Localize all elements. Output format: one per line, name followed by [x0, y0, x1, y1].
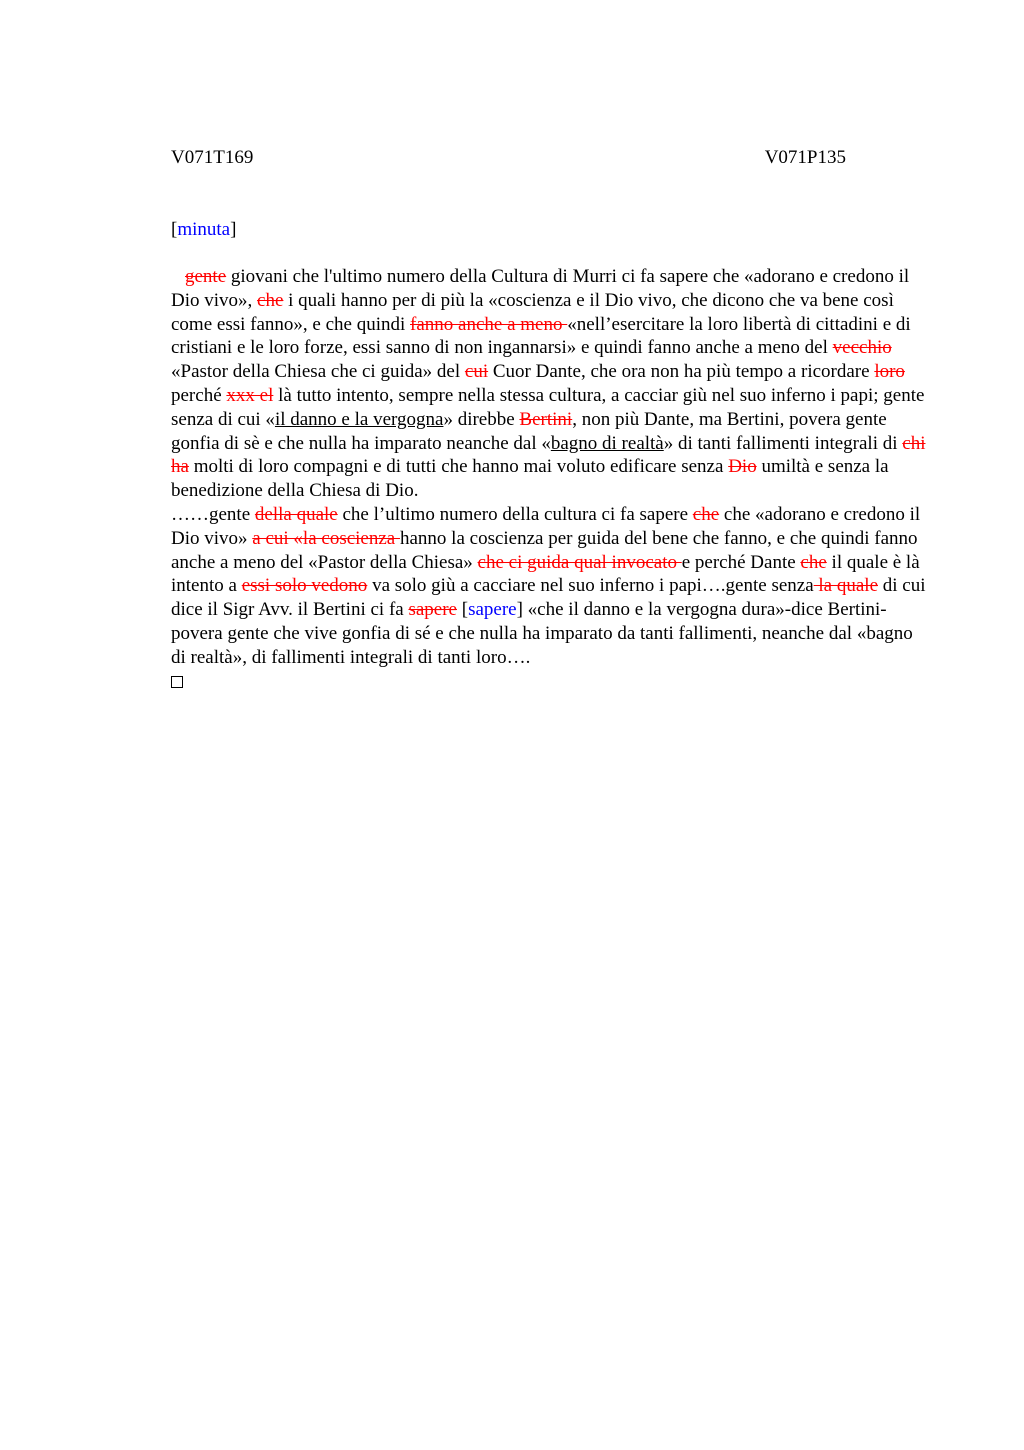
deleted-text: gente	[185, 266, 227, 287]
deleted-text: Bertini	[519, 408, 573, 430]
text-run: va solo giù a cacciare nel suo inferno i papi….gente senza	[367, 575, 814, 597]
paragraph-1	[171, 265, 931, 503]
end-marker-line	[171, 670, 931, 695]
deleted-text: che	[800, 551, 827, 573]
deleted-text: vecchio	[832, 337, 892, 359]
deleted-text: a cui «la coscienza	[252, 527, 400, 549]
deleted-text: che	[692, 503, 720, 525]
deleted-text: fanno anche a meno	[410, 313, 568, 335]
deleted-text: xxx el	[226, 384, 274, 406]
text-run: «nell’esercitare la loro libertà di cittadini e di cristiani e le loro forze, essi sanno di non ingannarsi» e quindi fanno anche a meno del	[171, 313, 911, 359]
text-run: i quali hanno per di più la «coscienza e il Dio vivo, che dicono che va bene così come essi fanno», e che quindi	[171, 289, 894, 335]
text-run: giovani che l'ultimo numero della Cultura di Murri ci fa sapere che «adorano e credono il Dio vivo»,	[171, 266, 910, 311]
left-document-code: V071T169	[171, 147, 254, 168]
text-run: Cuor Dante, che ora non ha più tempo a ricordare	[488, 361, 875, 383]
text-run: hanno la coscienza per guida del bene che fanno, e che quindi fanno anche a meno del «Pastor della Chiesa»	[171, 527, 918, 573]
document-body	[171, 265, 931, 694]
label-bracket-close: ]	[230, 219, 237, 240]
text-run: perché	[171, 384, 227, 406]
text-run: e perché Dante	[681, 551, 801, 573]
text-run: che l’ultimo numero della cultura ci fa sapere	[337, 503, 693, 525]
text-run: [	[457, 599, 469, 621]
deleted-text: essi solo vedono	[241, 575, 368, 597]
text-run: «Pastor della Chiesa che ci guida» del	[171, 361, 465, 383]
text-run: , non più Dante, ma Bertini, povera gente gonfia di sè e che nulla ha imparato neanche dal «	[171, 408, 887, 454]
text-run: ] «che il danno e la vergogna dura»-dice Bertini- povera gente che vive gonfia di sé e che nulla ha imparato da tanti fallimenti, neanche dal «bagno di realtà», di fallimenti integrali di tanti loro….	[171, 599, 913, 668]
deleted-text: che	[257, 289, 284, 311]
deleted-text: la quale	[813, 575, 878, 597]
text-run: il quale è là intento a	[171, 551, 920, 597]
deleted-text: che ci guida qual invocato	[477, 551, 682, 573]
text-run: » direbbe	[443, 408, 520, 430]
deleted-text: Dio	[728, 456, 757, 478]
document-header	[171, 146, 846, 170]
text-run: di cui dice il Sigr Avv. il Bertini ci fa	[171, 575, 926, 621]
text-run: là tutto intento, sempre nella stessa cultura, a cacciar giù nel suo inferno i papi; gente senza di cui «	[171, 384, 925, 430]
text-run: ……gente	[171, 503, 255, 525]
right-document-code: V071P135	[764, 147, 846, 168]
paragraph-2	[171, 503, 931, 670]
text-run: umiltà e senza la benedizione della Chiesa di Dio.	[171, 456, 889, 502]
editorial-insertion: sapere	[468, 599, 517, 621]
deleted-text: cui	[464, 361, 489, 383]
deleted-text: sapere	[408, 599, 457, 621]
deleted-text: della quale	[254, 503, 338, 525]
empty-checkbox-icon	[171, 676, 183, 688]
deleted-text: chi ha	[171, 432, 926, 478]
text-run: che «adorano e credono il Dio vivo»	[171, 503, 921, 549]
text-run: molti di loro compagni e di tutti che hanno mai voluto edificare senza	[188, 456, 729, 478]
label-bracket-open: [	[171, 219, 178, 240]
text-run: » di tanti fallimenti integrali di	[663, 432, 903, 454]
underlined-text: bagno di realtà	[550, 432, 664, 454]
underlined-text: il danno e la vergogna	[274, 408, 444, 430]
label-minuta: minuta	[177, 219, 231, 240]
document-label	[171, 218, 236, 242]
deleted-text: loro	[874, 361, 905, 383]
